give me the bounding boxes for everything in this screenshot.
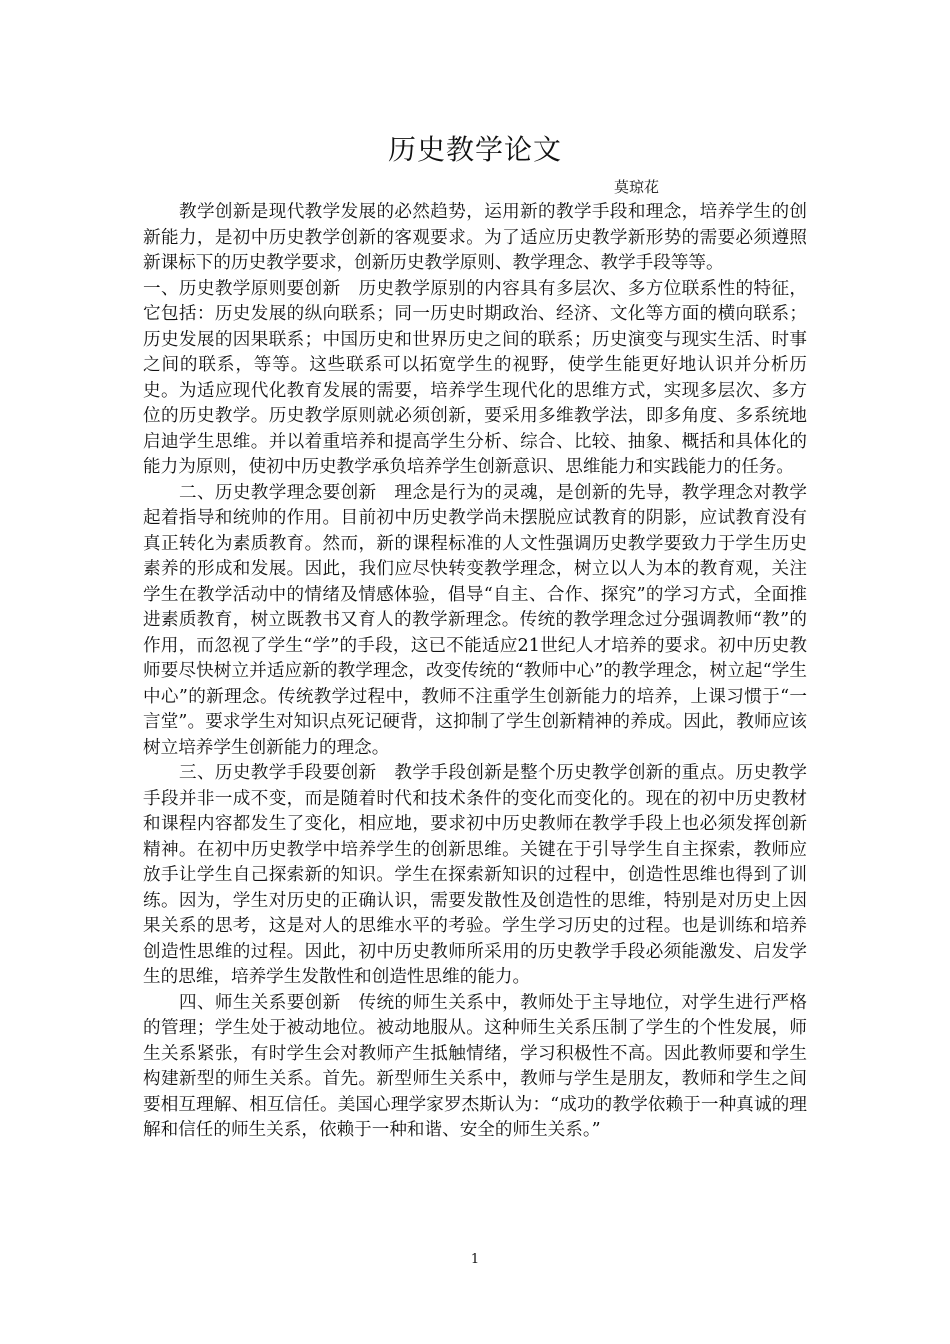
document-body: [143, 200, 807, 1144]
page-number: 1: [470, 1252, 480, 1267]
paragraph-section-4: 四、师生关系要创新 传统的师生关系中，教师处于主导地位，对学生进行严格的管理；学生处于被动地位。被动地服从。这种师生关系压制了学生的个性发展，师生关系紧张，有时学生会对教师产生抵触情绪，学习积极性不高。因此教师要和学生构建新型的师生关系。首先。新型师生关系中，教师与学生是朋友，教师和学生之间要相互理解、相互信任。美国心理学家罗杰斯认为：“成功的教学依赖于一种真诚的理解和信任的师生关系，依赖于一种和谐、安全的师生关系。”: [143, 992, 807, 1140]
paragraph-section-2: 二、历史教学理念要创新 理念是行为的灵魂，是创新的先导，教学理念对教学起着指导和统帅的作用。目前初中历史教学尚未摆脱应试教育的阴影，应试教育没有真正转化为素质教育。然而，新的课程标准的人文性强调历史教学要致力于学生历史素养的形成和发展。因此，我们应尽快转变教学理念，树立以人为本的教育观，关注学生在教学活动中的情绪及情感体验，倡导“自主、合作、探究”的学习方式，全面推进素质教育，树立既教书又育人的教学新理念。传统的教学理念过分强调教师“教”的作用，而忽视了学生“学”的手段，这已不能适应21世纪人才培养的要求。初中历史教师要尽快树立并适应新的教学理念，改变传统的“教师中心”的教学理念，树立起“学生中心”的新理念。传统教学过程中，教师不注重学生创新能力的培养，上课习惯于“一言堂”。要求学生对知识点死记硬背，这抑制了学生创新精神的养成。因此，教师应该树立培养学生创新能力的理念。: [143, 482, 807, 758]
paragraph-section-3: 三、历史教学手段要创新 教学手段创新是整个历史教学创新的重点。历史教学手段并非一成不变，而是随着时代和技术条件的变化而变化的。现在的初中历史教材和课程内容都发生了变化，相应地，要求初中历史教师在教学手段上也必须发挥创新精神。在初中历史教学中培养学生的创新思维。关键在于引导学生自主探索，教师应放手让学生自己探索新的知识。学生在探索新知识的过程中，创造性思维也得到了训练。因为，学生对历史的正确认识，需要发散性及创造性的思维，特别是对历史上因果关系的思考，这是对人的思维水平的考验。学生学习历史的过程。也是训练和培养创造性思维的过程。因此，初中历史教师所采用的历史教学手段必须能激发、启发学生的思维，培养学生发散性和创造性思维的能力。: [143, 763, 807, 987]
document-title: 历史教学论文: [387, 133, 562, 166]
paragraph-intro: 教学创新是现代教学发展的必然趋势，运用新的教学手段和理念，培养学生的创新能力，是初中历史教学创新的客观要求。为了适应历史教学新形势的需要必须遵照新课标下的历史教学要求，创新历史教学原则、教学理念、教学手段等等。: [143, 202, 807, 273]
paragraph-section-1: 一、历史教学原则要创新 历史教学原别的内容具有多层次、多方位联系性的特征，它包括：历史发展的纵向联系；同一历史时期政治、经济、文化等方面的横向联系；历史发展的因果联系；中国历史和世界历史之间的联系；历史演变与现实生活、时事之间的联系，等等。这些联系可以拓宽学生的视野，使学生能更好地认识并分析历史。为适应现代化教育发展的需要，培养学生现代化的思维方式，实现多层次、多方位的历史教学。历史教学原则就必须创新，要采用多维教学法，即多角度、多系统地启迪学生思维。并以着重培养和提高学生分析、综合、比较、抽象、概括和具体化的能力为原则，使初中历史教学承负培养学生创新意识、思维能力和实践能力的任务。: [143, 278, 807, 477]
author-name: 莫琼花: [614, 178, 660, 196]
